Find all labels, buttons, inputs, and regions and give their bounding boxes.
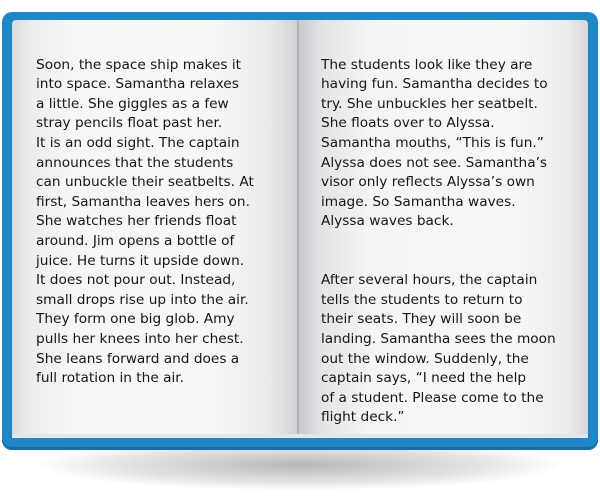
left-paragraph-1: Soon, the space ship makes it into space. Samantha relaxes a little. She giggles as a few stray pencils float past her. It is an odd sight. The captain announces that the students can unbuckle their seatbelts. At first, Samantha leaves hers on. She watches her friends float around. Jim opens a bottle of juice. He turns it upside down. It does not pour out. Instead, small drops rise up into the air. They form one big glob. Amy pulls her knees into her chest. She leans forward and does a full rotation in the air. (36, 56, 254, 387)
right-page-text (321, 36, 571, 447)
right-paragraph-2: After several hours, the captain tells the students to return to their seats. They will soon be landing. Samantha sees the moon out the window. Suddenly, the captain says, “I need the help of a student. Please come to the flight deck.” (321, 272, 556, 426)
book-spine (297, 20, 301, 438)
right-paragraph-1: The students look like they are having fun. Samantha decides to try. She unbuckles her seatbelt. She floats over to Alyssa. Samantha mouths, “This is fun.” Alyssa does not see. Samantha’s visor only reflects Alyssa’s own image. So Samantha waves. Alyssa waves back. (321, 56, 548, 230)
left-page-text (36, 36, 281, 408)
